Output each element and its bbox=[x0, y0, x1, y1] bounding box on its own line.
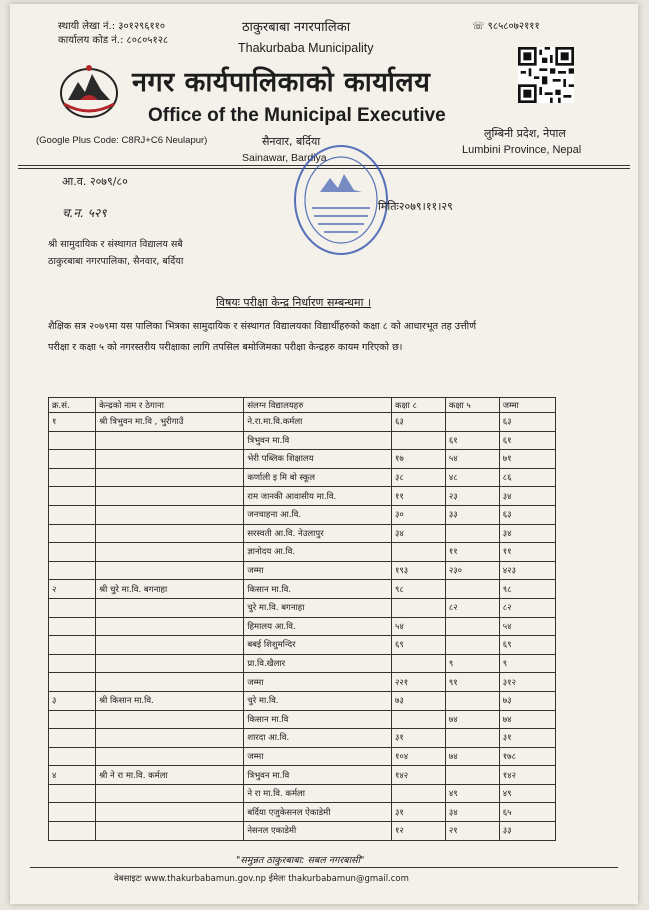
cell-school: ने रा मा.वि. कर्मला bbox=[244, 784, 392, 803]
cell-total: ३१ bbox=[499, 729, 555, 748]
cell-school: चुरे मा.वि. बगनाहा bbox=[244, 598, 392, 617]
table-row bbox=[49, 617, 556, 636]
office-title-en: Office of the Municipal Executive bbox=[148, 105, 446, 126]
cell-school: जनचाहना आ.वि. bbox=[244, 505, 392, 524]
cell-sn bbox=[49, 803, 96, 822]
col-header-grade5: कक्षा ५ bbox=[445, 398, 499, 413]
fiscal-year: आ.व. २०७९/८० bbox=[62, 175, 128, 188]
cell-grade5 bbox=[445, 580, 499, 599]
cell-sn bbox=[49, 543, 96, 562]
cell-sn bbox=[49, 654, 96, 673]
cell-sn bbox=[49, 636, 96, 655]
cell-grade8: ३१ bbox=[391, 803, 445, 822]
cell-grade5: ११ bbox=[445, 543, 499, 562]
cell-center bbox=[96, 431, 244, 450]
cell-school: बर्दिया एजुकेसनल ऐकाडेमी bbox=[244, 803, 392, 822]
cell-school: जम्मा bbox=[244, 747, 392, 766]
cell-school: प्रा.वि.खैलार bbox=[244, 654, 392, 673]
table-row bbox=[49, 413, 556, 432]
cell-grade5: ८२ bbox=[445, 598, 499, 617]
cell-total: ८६ bbox=[499, 468, 555, 487]
office-code: कार्यालय कोड नं.: ८०८०५१२८ bbox=[58, 35, 169, 46]
table-row bbox=[49, 468, 556, 487]
cell-sn: ३ bbox=[49, 691, 96, 710]
cell-total: ४२३ bbox=[499, 561, 555, 580]
cell-sn bbox=[49, 822, 96, 841]
cell-total: ६३ bbox=[499, 413, 555, 432]
cell-school: नेसनल एकाडेमी bbox=[244, 822, 392, 841]
cell-center bbox=[96, 654, 244, 673]
table-row bbox=[49, 543, 556, 562]
cell-sn bbox=[49, 673, 96, 692]
body-line2: परीक्षा र कक्षा ५ को नगरस्तरीय परीक्षाका लागि तपसिल बमोजिमका परीक्षा केन्द्रहरु कायम गरिएको छ। bbox=[48, 342, 403, 353]
cell-grade5: ४९ bbox=[445, 784, 499, 803]
cell-school: चुरे मा.वि. bbox=[244, 691, 392, 710]
cell-center bbox=[96, 468, 244, 487]
cell-sn bbox=[49, 598, 96, 617]
cell-total: ३४ bbox=[499, 524, 555, 543]
col-header-sn: क्र.सं. bbox=[49, 398, 96, 413]
province-np: लुम्बिनी प्रदेश, नेपाल bbox=[484, 127, 566, 140]
cell-total: ५४ bbox=[499, 617, 555, 636]
cell-school: सरस्वती आ.वि. नेउलापुर bbox=[244, 524, 392, 543]
cell-center: श्री चुरे मा.वि. बगनाहा bbox=[96, 580, 244, 599]
table-row bbox=[49, 784, 556, 803]
cell-sn bbox=[49, 784, 96, 803]
table-row bbox=[49, 580, 556, 599]
office-title-np: नगर कार्यपालिकाको कार्यालय bbox=[132, 67, 431, 98]
cell-total: ४९ bbox=[499, 784, 555, 803]
cell-grade8: ११ bbox=[391, 487, 445, 506]
cell-sn bbox=[49, 487, 96, 506]
cell-school: त्रिभुवन मा.वि bbox=[244, 766, 392, 785]
cell-grade8: १९३ bbox=[391, 561, 445, 580]
reg-no: स्थायी लेखा नं.: ३०१२९६११० bbox=[58, 21, 166, 32]
cell-grade5 bbox=[445, 729, 499, 748]
cell-sn bbox=[49, 431, 96, 450]
cell-total: ९ bbox=[499, 654, 555, 673]
recipient-line1: श्री सामुदायिक र संस्थागत विद्यालय सबै bbox=[48, 239, 183, 250]
cell-center: श्री त्रिभुवन मा.वि , भुरीगाउँ bbox=[96, 413, 244, 432]
cell-center bbox=[96, 598, 244, 617]
cell-total: ९८ bbox=[499, 580, 555, 599]
cell-total: ३३ bbox=[499, 822, 555, 841]
cell-sn: ४ bbox=[49, 766, 96, 785]
province-en: Lumbini Province, Nepal bbox=[462, 144, 582, 156]
cell-center bbox=[96, 673, 244, 692]
table-row bbox=[49, 654, 556, 673]
cell-grade8: ५४ bbox=[391, 617, 445, 636]
cell-center bbox=[96, 450, 244, 469]
cell-grade5: ३३ bbox=[445, 505, 499, 524]
cell-center bbox=[96, 803, 244, 822]
place-en: Sainawar, Bardiya bbox=[242, 152, 327, 164]
cell-grade5 bbox=[445, 617, 499, 636]
cell-grade5: ९१ bbox=[445, 673, 499, 692]
qr-code bbox=[518, 47, 574, 103]
cell-center bbox=[96, 747, 244, 766]
cell-center bbox=[96, 784, 244, 803]
table-row bbox=[49, 747, 556, 766]
footer-divider bbox=[30, 867, 618, 868]
cell-total: १४२ bbox=[499, 766, 555, 785]
table-row bbox=[49, 766, 556, 785]
table-row bbox=[49, 431, 556, 450]
recipient-line2: ठाकुरबाबा नगरपालिका, सैनवार, बर्दिया bbox=[48, 256, 184, 267]
cell-grade5 bbox=[445, 636, 499, 655]
cell-grade8: १०४ bbox=[391, 747, 445, 766]
cell-school: शारदा आ.वि. bbox=[244, 729, 392, 748]
cell-sn bbox=[49, 505, 96, 524]
table-row bbox=[49, 487, 556, 506]
reference-number: च.न. ५२९ bbox=[62, 206, 107, 220]
cell-total: ७१ bbox=[499, 450, 555, 469]
table-row bbox=[49, 710, 556, 729]
cell-grade8: ३० bbox=[391, 505, 445, 524]
letter-page bbox=[10, 4, 638, 904]
cell-grade5: ५४ bbox=[445, 450, 499, 469]
cell-sn bbox=[49, 729, 96, 748]
cell-sn bbox=[49, 710, 96, 729]
cell-center bbox=[96, 561, 244, 580]
cell-school: ने.रा.मा.वि.कर्मला bbox=[244, 413, 392, 432]
letter-subject: विषयः परीक्षा केन्द्र निर्धारण सम्बन्धमा । bbox=[216, 296, 372, 309]
cell-grade5: ४८ bbox=[445, 468, 499, 487]
cell-center bbox=[96, 636, 244, 655]
cell-total: ६९ bbox=[499, 636, 555, 655]
cell-grade8 bbox=[391, 654, 445, 673]
cell-grade8: ३८ bbox=[391, 468, 445, 487]
cell-school: किसान मा.वि bbox=[244, 710, 392, 729]
cell-center bbox=[96, 710, 244, 729]
cell-total: ६५ bbox=[499, 803, 555, 822]
cell-sn bbox=[49, 747, 96, 766]
cell-grade8 bbox=[391, 784, 445, 803]
cell-grade8 bbox=[391, 431, 445, 450]
cell-sn bbox=[49, 450, 96, 469]
table-row bbox=[49, 505, 556, 524]
cell-school: हिमालय आ.वि. bbox=[244, 617, 392, 636]
cell-total: १७८ bbox=[499, 747, 555, 766]
cell-grade5: ९ bbox=[445, 654, 499, 673]
cell-grade8: ६३ bbox=[391, 413, 445, 432]
cell-center bbox=[96, 543, 244, 562]
cell-total: ३४ bbox=[499, 487, 555, 506]
cell-center bbox=[96, 617, 244, 636]
municipality-en: Thakurbaba Municipality bbox=[238, 41, 374, 55]
plus-code: (Google Plus Code: C8RJ+C6 Neulapur) bbox=[36, 135, 208, 146]
cell-school: किसान मा.वि. bbox=[244, 580, 392, 599]
cell-grade5 bbox=[445, 524, 499, 543]
cell-center bbox=[96, 487, 244, 506]
table-row bbox=[49, 450, 556, 469]
col-header-schools: संलग्न विद्यालयहरु bbox=[244, 398, 392, 413]
cell-total: ६१ bbox=[499, 431, 555, 450]
table-row bbox=[49, 803, 556, 822]
table-row bbox=[49, 636, 556, 655]
cell-grade5: २३० bbox=[445, 561, 499, 580]
cell-total: ६३ bbox=[499, 505, 555, 524]
cell-school: जम्मा bbox=[244, 673, 392, 692]
cell-sn: १ bbox=[49, 413, 96, 432]
cell-grade8: ६९ bbox=[391, 636, 445, 655]
cell-grade5: ६१ bbox=[445, 431, 499, 450]
cell-center bbox=[96, 729, 244, 748]
cell-school: बबई शिशुमन्दिर bbox=[244, 636, 392, 655]
body-line1: शैक्षिक सत्र २०७९मा यस पालिका भित्रका सामुदायिक र संस्थागत विद्यालयका विद्यार्थीहरुको कक्षा ८ को आधारभूत तह उत्तीर्ण bbox=[48, 321, 477, 332]
cell-grade5: ३४ bbox=[445, 803, 499, 822]
cell-sn: २ bbox=[49, 580, 96, 599]
cell-total: ८२ bbox=[499, 598, 555, 617]
cell-grade5: ७४ bbox=[445, 747, 499, 766]
cell-sn bbox=[49, 468, 96, 487]
cell-center bbox=[96, 524, 244, 543]
footer-slogan: "समुन्नत ठाकुरबाबा: सबल नगरबासी" bbox=[236, 855, 365, 866]
cell-school: कर्णाली इ मि बो स्कूल bbox=[244, 468, 392, 487]
footer-contact: वेबसाइटः www.thakurbabamun.gov.np ईमेलः thakurbabamun@gmail.com bbox=[114, 874, 409, 884]
table-row bbox=[49, 561, 556, 580]
cell-school: ज्ञानोदय आ.वि. bbox=[244, 543, 392, 562]
nepal-emblem-logo bbox=[58, 60, 120, 120]
cell-grade8 bbox=[391, 710, 445, 729]
cell-grade8: ३४ bbox=[391, 524, 445, 543]
cell-grade5 bbox=[445, 691, 499, 710]
letter-date: मितिः२०७९।११।२९ bbox=[378, 200, 453, 213]
table-row bbox=[49, 729, 556, 748]
col-header-center: केन्द्रको नाम र ठेगाना bbox=[96, 398, 244, 413]
table-row bbox=[49, 691, 556, 710]
place-np: सैनवार, बर्दिया bbox=[262, 135, 321, 148]
cell-grade8: २२१ bbox=[391, 673, 445, 692]
table-row bbox=[49, 598, 556, 617]
cell-center: श्री किसान मा.वि. bbox=[96, 691, 244, 710]
official-stamp bbox=[292, 142, 390, 258]
cell-sn bbox=[49, 561, 96, 580]
table-header-row bbox=[49, 398, 556, 413]
cell-center: श्री ने रा मा.वि. कर्मला bbox=[96, 766, 244, 785]
cell-grade5: २३ bbox=[445, 487, 499, 506]
cell-center bbox=[96, 505, 244, 524]
cell-school: त्रिभुवन मा.वि bbox=[244, 431, 392, 450]
table-body bbox=[49, 413, 556, 841]
cell-grade8: ३१ bbox=[391, 729, 445, 748]
cell-grade5 bbox=[445, 413, 499, 432]
cell-grade8 bbox=[391, 598, 445, 617]
col-header-grade8: कक्षा ८ bbox=[391, 398, 445, 413]
cell-grade5: ७४ bbox=[445, 710, 499, 729]
cell-grade8: १२ bbox=[391, 822, 445, 841]
cell-sn bbox=[49, 524, 96, 543]
cell-grade5 bbox=[445, 766, 499, 785]
cell-school: जम्मा bbox=[244, 561, 392, 580]
cell-total: ७३ bbox=[499, 691, 555, 710]
cell-total: ११ bbox=[499, 543, 555, 562]
exam-center-table bbox=[48, 397, 556, 841]
col-header-total: जम्मा bbox=[499, 398, 555, 413]
cell-grade8: ७३ bbox=[391, 691, 445, 710]
cell-grade8: ९८ bbox=[391, 580, 445, 599]
table-row bbox=[49, 822, 556, 841]
cell-school: राम जानकी आवासीय मा.वि. bbox=[244, 487, 392, 506]
municipality-np: ठाकुरबाबा नगरपालिका bbox=[242, 20, 351, 35]
cell-total: ७४ bbox=[499, 710, 555, 729]
cell-grade8: १४२ bbox=[391, 766, 445, 785]
table-row bbox=[49, 524, 556, 543]
cell-grade8 bbox=[391, 543, 445, 562]
cell-grade8: १७ bbox=[391, 450, 445, 469]
phone-number: ☏ ९८५८०७२१११ bbox=[472, 21, 540, 32]
cell-center bbox=[96, 822, 244, 841]
cell-sn bbox=[49, 617, 96, 636]
cell-total: ३१२ bbox=[499, 673, 555, 692]
table-row bbox=[49, 673, 556, 692]
cell-grade5: २१ bbox=[445, 822, 499, 841]
cell-school: भेरी पब्लिक शिक्षालय bbox=[244, 450, 392, 469]
